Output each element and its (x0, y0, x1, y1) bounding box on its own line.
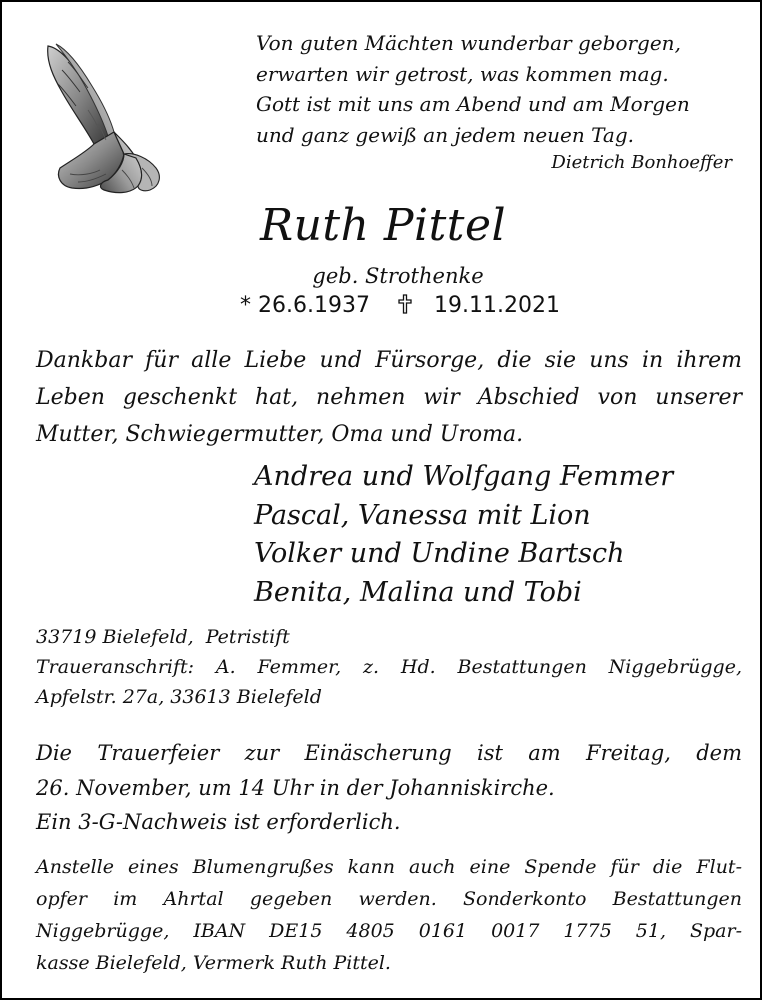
ceremony-line: Ein 3-G-Nachweis ist erforderlich. (36, 810, 401, 834)
address-block (36, 622, 742, 712)
poem-line: und ganz gewiß an jedem neuen Tag. (256, 122, 634, 147)
cross-icon (398, 294, 412, 314)
ceremony-line: 26. November, um 14 Uhr in der Johanniskirche. (36, 775, 555, 800)
life-dates (2, 290, 762, 322)
poem-line: erwarten wir getrost, was kommen mag. (256, 61, 669, 86)
address-line: Apfelstr. 27a, 33613 Bielefeld (36, 686, 322, 708)
praying-hands-icon (38, 40, 168, 198)
family-line: Volker und Undine Bartsch (254, 538, 625, 569)
address-line: 33719 Bielefeld, Petristift (36, 626, 290, 648)
ceremony-line: Die Trauerfeier zur Einäscherung ist am Freitag, dem (36, 741, 742, 765)
donation-line: Niggebrügge, IBAN DE15 4805 0161 0017 1775 51, Spar- (36, 920, 742, 942)
ceremony-info (36, 736, 742, 840)
family-line: Pascal, Vanessa mit Lion (254, 499, 591, 531)
poem-line: Gott ist mit uns am Abend und am Morgen (256, 92, 690, 116)
family-list (254, 458, 744, 612)
intro-line: Mutter, Schwiegermutter, Oma und Uroma. (36, 422, 524, 447)
intro-line: Leben geschenkt hat, nehmen wir Abschied von unserer (36, 385, 742, 410)
donation-line: kasse Bielefeld, Vermerk Ruth Pittel. (36, 952, 391, 974)
donation-line: Anstelle eines Blumengrußes kann auch eine Spende für die Flut- (36, 856, 742, 878)
poem (256, 28, 746, 176)
deceased-name: Ruth Pittel (259, 200, 507, 251)
donation-line: opfer im Ahrtal gegeben werden. Sonderkonto Bestattungen (36, 888, 742, 910)
intro-line: Dankbar für alle Liebe und Fürsorge, die sie uns in ihrem (36, 348, 742, 373)
intro-text (36, 342, 742, 453)
donation-info (36, 851, 742, 979)
address-line: Traueranschrift: A. Femmer, z. Hd. Bestattungen Niggebrügge, (36, 656, 742, 678)
birth-name: geb. Strothenke (312, 264, 484, 288)
family-line: Benita, Malina und Tobi (254, 576, 582, 608)
poem-line: Von guten Mächten wunderbar geborgen, (256, 31, 681, 55)
poem-author: Dietrich Bonhoeffer (551, 152, 732, 173)
death-date: 19.11.2021 (434, 293, 560, 318)
family-line: Andrea und Wolfgang Femmer (254, 461, 674, 492)
birth-date: * 26.6.1937 (240, 293, 370, 318)
